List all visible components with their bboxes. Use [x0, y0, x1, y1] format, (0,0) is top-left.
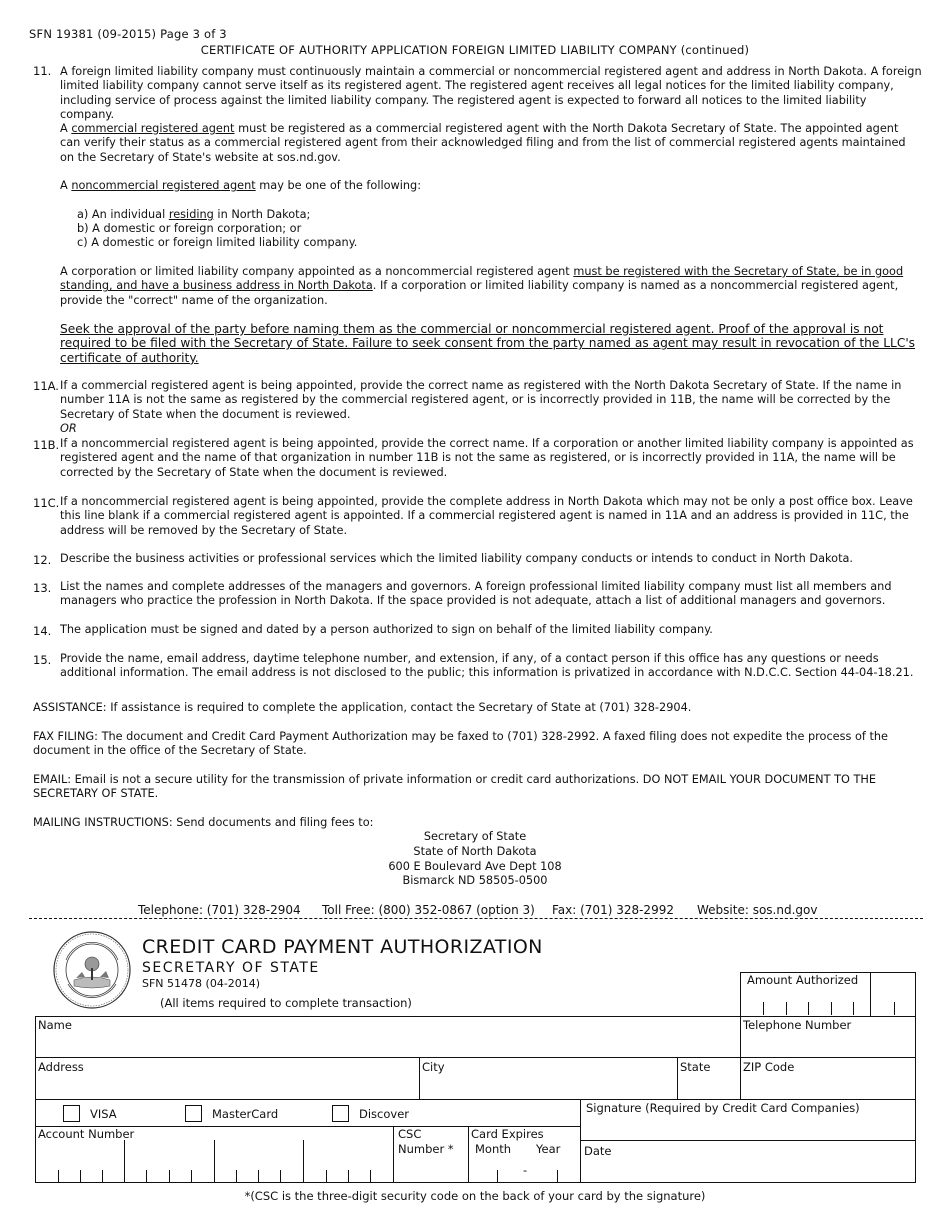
mailing-address-line-4: Bismarck ND 58505-0500 — [402, 874, 548, 887]
item-15-paragraph: Provide the name, email address, daytime telephone number, and extension, if any, of a contact person if this office has any questions or needs additional information. The email address is not disclosed to the public; this information is privatized in accordance with N.D.C.C. Section 44-04-18.21. — [60, 652, 914, 680]
item-number-11c: 11C. — [33, 496, 60, 510]
item-11-paragraph-3: A noncommercial registered agent may be one of the following: — [60, 179, 422, 192]
signature-field[interactable] — [581, 1115, 915, 1139]
state-field[interactable] — [678, 1074, 739, 1098]
mailing-address-line-3: 600 E Boulevard Ave Dept 108 — [388, 860, 562, 873]
date-field[interactable] — [581, 1158, 915, 1182]
item-11a-paragraph: If a commercial registered agent is being appointed, provide the correct name as registered with the North Dakota Secretary of State. If the name in number 11A is not the same as registered by the commercial registered agent, or is incorrectly provided in 11B, the name will be corrected by the Secretary of State when the document is reviewed. — [60, 379, 902, 421]
month-label: Month — [475, 1142, 512, 1156]
item-number-11: 11. — [33, 64, 52, 78]
city-field[interactable] — [420, 1074, 676, 1098]
city-label: City — [422, 1060, 445, 1074]
account-tick — [370, 1170, 371, 1183]
item-11c-paragraph: If a noncommercial registered agent is being appointed, provide the complete address in North Dakota which may not be only a post office box. Leave this line blank if a commercial registered agent is appointed. If a commercial registered agent is named in 11A and an address is provided in 11C, the address will be removed by the Secretary of State. — [60, 495, 913, 537]
signature-label: Signature (Required by Credit Card Companies) — [586, 1101, 860, 1115]
item-14-paragraph: The application must be signed and dated by a person authorized to sign on behalf of the limited liability company. — [60, 623, 713, 636]
item-11b-paragraph: If a noncommercial registered agent is being appointed, provide the correct name. If a corporation or another limited liability company is appointed as registered agent and the name of that organization in number 11B is not the same as registered, or is incorrectly provided in 11A, the name will be corrected by the Secretary of State when the document is reviewed. — [60, 437, 914, 479]
account-tick — [236, 1170, 237, 1183]
expiry-tick — [497, 1170, 498, 1183]
amount-authorized-label: Amount Authorized — [747, 973, 859, 987]
footer-telephone: Telephone: (701) 328-2904 — [134, 903, 305, 917]
zip-code-label: ZIP Code — [743, 1060, 795, 1074]
item-11-approval-warning: Seek the approval of the party before naming them as the commercial or noncommercial registered agent. Proof of the approval is not required to be filed with the Secretary of State. Failure to seek consent from the party named as agent may result in revocation of the LLC's certificate of authority. — [60, 322, 916, 365]
mailing-address-line-1: Secretary of State — [423, 830, 527, 843]
account-group-divider — [303, 1140, 304, 1183]
form-number: SFN 19381 (09-2015) Page 3 of 3 — [29, 27, 227, 41]
assistance-info: ASSISTANCE: If assistance is required to complete the application, contact the Secretary of State at (701) 328-2904. — [33, 701, 692, 714]
amount-tick — [894, 1002, 895, 1015]
item-11-option-c: c) A domestic or foreign limited liability company. — [77, 236, 358, 249]
amount-tick — [831, 1002, 832, 1015]
account-tick — [102, 1170, 103, 1183]
credit-card-form-number: SFN 51478 (04-2014) — [142, 977, 261, 990]
credit-card-subtitle: SECRETARY OF STATE — [142, 960, 320, 976]
discover-label: Discover — [359, 1107, 410, 1121]
email-info: EMAIL: Email is not a secure utility for the transmission of private information or credit card authorizations. DO NOT EMAIL YOUR DOCUMENT TO THE SECRETARY OF STATE. — [33, 773, 876, 801]
row-divider — [35, 1057, 916, 1058]
account-tick — [280, 1170, 281, 1183]
item-number-15: 15. — [33, 653, 52, 667]
csc-field[interactable] — [394, 1158, 467, 1182]
mastercard-label: MasterCard — [212, 1107, 279, 1121]
credit-card-title: CREDIT CARD PAYMENT AUTHORIZATION — [142, 936, 543, 958]
discover-checkbox[interactable] — [332, 1105, 349, 1122]
visa-checkbox[interactable] — [63, 1105, 80, 1122]
mastercard-checkbox[interactable] — [185, 1105, 202, 1122]
csc-footnote: *(CSC is the three-digit security code on the back of your card by the signature) — [244, 1189, 706, 1203]
row-divider — [35, 1099, 916, 1100]
account-tick — [348, 1170, 349, 1183]
telephone-field[interactable] — [741, 1032, 915, 1056]
mailing-address-line-2: State of North Dakota — [413, 845, 537, 858]
item-11-paragraph-1: A foreign limited liability company must continuously maintain a commercial or noncommercial registered agent and address in North Dakota. A foreign limited liability company cannot serve itself as its registered agent. The registered agent receives all legal notices for the limited liability company, including service of process against the limited liability company. The registered agent is expected to forward all notices to the limited liability company. — [60, 65, 922, 122]
address-label: Address — [38, 1060, 84, 1074]
amount-tick — [808, 1002, 809, 1015]
account-tick — [80, 1170, 81, 1183]
fax-filing-info: FAX FILING: The document and Credit Card Payment Authorization may be faxed to (701) 328-2992. A faxed filing does not expedite the process of the document in the office of the Secretary of State. — [33, 730, 889, 758]
col-divider — [468, 1126, 469, 1183]
amount-tick — [763, 1002, 764, 1015]
item-number-11b: 11B. — [33, 438, 60, 452]
state-seal-icon — [52, 930, 132, 1010]
item-number-11a: 11A. — [33, 379, 59, 393]
amount-tick — [853, 1002, 854, 1015]
zip-code-field[interactable] — [741, 1074, 915, 1098]
or-label: OR — [60, 422, 77, 435]
name-label: Name — [38, 1018, 72, 1032]
expiry-month-field[interactable] — [470, 1158, 520, 1182]
footer-toll-free: Toll Free: (800) 352-0867 (option 3) — [318, 903, 539, 917]
year-label: Year — [536, 1142, 561, 1156]
name-field[interactable] — [36, 1032, 739, 1056]
page-title: CERTIFICATE OF AUTHORITY APPLICATION FOREIGN LIMITED LIABILITY COMPANY (continued) — [200, 43, 750, 57]
account-tick — [326, 1170, 327, 1183]
amount-tick — [786, 1002, 787, 1015]
noncommercial-agent-term: noncommercial registered agent — [71, 179, 256, 192]
date-label: Date — [584, 1144, 612, 1158]
item-11-paragraph-2: A commercial registered agent must be registered as a commercial registered agent with the North Dakota Secretary of State. The appointed agent can verify their status as a commercial registered agent from their acknowledged filing and from the list of commercial registered agents maintained on the Secretary of State's website at sos.nd.gov. — [60, 122, 906, 164]
account-tick — [191, 1170, 192, 1183]
commercial-agent-term: commercial registered agent — [71, 122, 235, 135]
required-note: (All items required to complete transaction) — [160, 996, 412, 1010]
amount-divider — [870, 972, 871, 1017]
item-11-paragraph-4: A corporation or limited liability company appointed as a noncommercial registered agent must be registered with the Secretary of State, be in good standing, and have a business address in North Dakota. If a corporation or limited liability company is named as a noncommercial registered agent, provide the "correct" name of the organization. — [60, 265, 904, 307]
item-number-14: 14. — [33, 624, 52, 638]
account-group-divider — [124, 1140, 125, 1183]
item-11-option-b: b) A domestic or foreign corporation; or — [77, 222, 302, 235]
item-13-paragraph: List the names and complete addresses of the managers and governors. A foreign professional limited liability company must list all members and managers who practice the profession in North Dakota. If the space provided is not adequate, attach a list of additional managers and governors. — [60, 580, 892, 608]
item-12-paragraph: Describe the business activities or professional services which the limited liability company conducts or intends to conduct in North Dakota. — [60, 552, 854, 565]
telephone-label: Telephone Number — [743, 1018, 852, 1032]
account-group-divider — [214, 1140, 215, 1183]
account-number-label: Account Number — [38, 1127, 135, 1141]
visa-label: VISA — [90, 1107, 117, 1121]
account-tick — [258, 1170, 259, 1183]
row-divider — [580, 1140, 916, 1141]
address-field[interactable] — [36, 1074, 418, 1098]
csc-label: CSC — [398, 1127, 422, 1141]
card-expires-label: Card Expires — [471, 1127, 544, 1141]
csc-number-label: Number * — [398, 1142, 454, 1156]
expiry-year-field[interactable] — [532, 1158, 579, 1182]
footer-website: Website: sos.nd.gov — [693, 903, 821, 917]
state-label: State — [680, 1060, 711, 1074]
account-tick — [169, 1170, 170, 1183]
expiry-tick — [557, 1170, 558, 1183]
item-number-13: 13. — [33, 581, 52, 595]
footer-fax: Fax: (701) 328-2992 — [548, 903, 678, 917]
account-tick — [146, 1170, 147, 1183]
mailing-instructions: MAILING INSTRUCTIONS: Send documents and filing fees to: — [33, 816, 374, 829]
item-number-12: 12. — [33, 553, 52, 567]
account-tick — [58, 1170, 59, 1183]
item-11-option-a: a) An individual residing in North Dakota; — [77, 208, 311, 221]
contact-footer — [0, 903, 950, 921]
expires-separator: - — [523, 1163, 528, 1177]
